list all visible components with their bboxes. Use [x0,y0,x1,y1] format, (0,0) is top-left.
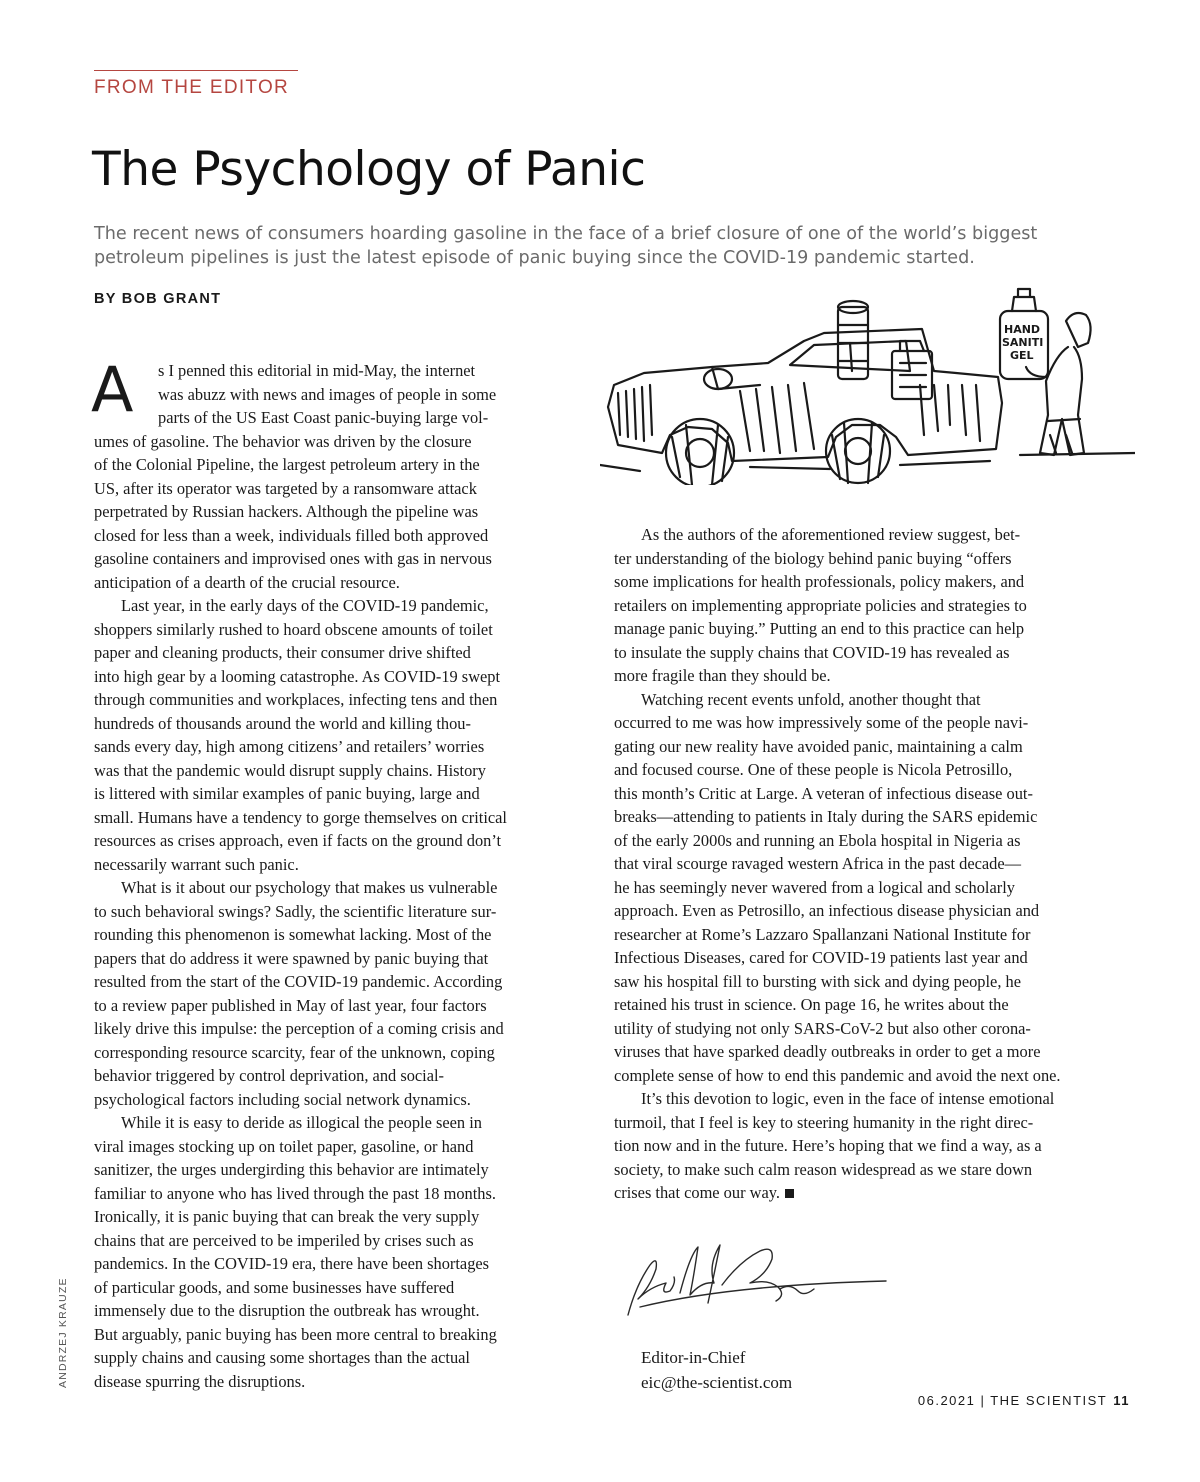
body-line: researcher at Rome’s Lazzaro Spallanzani National Institute for [614,924,1031,944]
body-line: tion now and in the future. Here’s hoping that we find a way, as a [614,1136,1042,1155]
body-line: chains that are perceived to be imperiled by crises such as [94,1230,474,1250]
body-line: retailers on implementing appropriate policies and strategies to [614,595,1027,615]
body-line: of the Colonial Pipeline, the largest petroleum artery in the [94,455,480,474]
drop-cap: A [91,353,134,426]
body-line: some implications for health professionals, policy makers, and [614,572,1025,591]
body-line: sands every day, high among citizens’ and retailers’ worries [94,737,485,756]
page-number: 11 [1113,1393,1130,1408]
body-line: breaks—attending to patients in Italy during the SARS epidemic [614,807,1038,826]
body-line: behavior triggered by control deprivation, and social- [94,1066,445,1085]
body-line: What is it about our psychology that makes us vulnerable [121,878,498,897]
body-line: likely drive this impulse: the perception of a coming crisis and [94,1019,504,1038]
body-line: hundreds of thousands around the world and killing thou- [94,713,471,733]
body-line: supply chains and causing some shortages than the actual [94,1348,470,1367]
body-line: Ironically, it is panic buying that can break the very supply [94,1207,480,1226]
page-footer [918,1393,1130,1408]
body-line: Last year, in the early days of the COVID-19 pandemic, [121,596,489,615]
editor-signature [610,1225,900,1335]
body-line: immensely due to the disruption the outbreak has wrought. [94,1301,480,1320]
body-line: retained his trust in science. On page 16, he writes about the [614,995,1009,1014]
body-line: Infectious Diseases, cared for COVID-19 patients last year and [614,948,1028,967]
body-line: resources as crises approach, even if facts on the ground don’t [94,831,502,850]
body-line: turmoil, that I feel is key to steering humanity in the right direc- [614,1112,1034,1132]
body-line: ter understanding of the biology behind panic buying “offers [614,548,1012,568]
body-line: into high gear by a looming catastrophe. As COVID-19 swept [94,666,501,686]
body-line: anticipation of a dearth of the crucial resource. [94,572,400,592]
body-line: is littered with similar examples of panic buying, large and [94,784,480,803]
section-label: FROM THE EDITOR [94,77,290,98]
article-title: The Psychology of Panic [92,142,646,197]
body-line: Watching recent events unfold, another thought that [641,689,981,709]
bottle-label-line: SANITI [1002,336,1044,349]
body-line: But arguably, panic buying has been more central to breaking [94,1324,497,1344]
body-line: familiar to anyone who has lived through the past 18 months. [94,1183,496,1203]
body-line: gating our new reality have avoided panic, maintaining a calm [614,736,1023,756]
body-line: approach. Even as Petrosillo, an infectious disease physician and [614,901,1040,920]
body-line: US, after its operator was targeted by a ransomware attack [94,478,477,498]
left-column [91,353,589,1393]
body-line: viruses that have sparked deadly outbreaks in order to get a more [614,1042,1041,1061]
signature-email: eic@the-scientist.com [641,1372,793,1392]
body-line: to a review paper published in May of last year, four factors [94,995,487,1015]
body-line: As the authors of the aforementioned review suggest, bet- [641,525,1021,544]
body-line: this month’s Critic at Large. A veteran of infectious disease out- [614,783,1033,803]
body-line: he has seemingly never wavered from a logical and scholarly [614,877,1015,897]
end-mark-icon [785,1189,794,1198]
body-line: occurred to me was how impressively some of the people navi- [614,713,1029,732]
body-line: perpetrated by Russian hackers. Although the pipeline was [94,502,479,521]
signature-block [641,1346,792,1395]
section-rule [94,70,298,71]
body-line: to such behavioral swings? Sadly, the scientific literature sur- [94,901,497,921]
footer-issue: 06.2021 | THE SCIENTIST [917,1393,1108,1408]
body-line: to insulate the supply chains that COVID-19 has revealed as [614,642,1010,662]
body-line: pandemics. In the COVID-19 era, there have been shortages [94,1254,490,1273]
right-column [614,523,1109,1205]
body-line: disease spurring the disruptions. [94,1371,306,1391]
body-line: and focused course. One of these people is Nicola Petrosillo, [614,760,1013,779]
body-line: saw his hospital fill to bursting with sick and dying people, he [614,971,1021,991]
body-line: utility of studying not only SARS-CoV-2 but also other corona- [614,1018,1031,1038]
byline: BY BOB GRANT [94,291,222,307]
body-line: was abuzz with news and images of people in some [158,384,497,404]
bottle-label-line: HAND [1004,323,1041,336]
body-line: closed for less than a week, individuals filled both approved [94,525,489,545]
body-line: complete sense of how to end this pandemic and avoid the next one. [614,1065,1061,1085]
body-line: of particular goods, and some businesses have suffered [94,1277,455,1297]
man [1066,313,1091,347]
body-line: sanitizer, the urges undergirding this behavior are intimately [94,1160,489,1179]
body-line: society, to make such calm reason widespread as we stare down [614,1159,1033,1179]
deck-line: The recent news of consumers hoarding gasoline in the face of a brief closure of one of the world’s biggest [94,224,1038,244]
body-line: It’s this devotion to logic, even in the face of intense emotional [641,1089,1055,1108]
body-line: shoppers similarly rushed to hoard obscene amounts of toilet [94,619,493,639]
article-deck [94,222,1134,270]
body-line: of the early 2000s and running an Ebola hospital in Nigeria as [614,830,1021,850]
body-line: resulted from the start of the COVID-19 pandemic. According [94,972,503,991]
deck-line: petroleum pipelines is just the latest episode of panic buying since the COVID-19 pandemic started. [94,248,975,268]
body-line: rounding this phenomenon is somewhat lacking. Most of the [94,925,492,944]
illustration-truck-sanitizer [600,285,1135,485]
body-line: necessarily warrant such panic. [94,854,299,874]
illustration-credit: ANDRZEJ KRAUZE [57,1277,69,1388]
body-line: psychological factors including social network dynamics. [94,1089,471,1109]
body-line: was that the pandemic would disrupt supply chains. History [94,760,486,780]
body-line: small. Humans have a tendency to gorge themselves on critical [94,807,507,827]
body-line: corresponding resource scarcity, fear of the unknown, coping [94,1042,495,1062]
bottle-label-line: GEL [1010,349,1034,362]
body-line: parts of the US East Coast panic-buying large vol- [158,408,489,427]
body-line-text: crises that come our way. [614,1183,780,1202]
body-line: While it is easy to deride as illogical the people seen in [121,1113,482,1132]
body-line: viral images stocking up on toilet paper, gasoline, or hand [94,1136,474,1156]
body-line: more fragile than they should be. [614,666,831,685]
body-line: that viral scourge ravaged western Africa in the past decade— [614,854,1022,873]
body-line: paper and cleaning products, their consumer drive shifted [94,643,471,662]
body-line: s I penned this editorial in mid-May, the internet [158,361,476,380]
body-line: papers that do address it were spawned by panic buying that [94,948,489,968]
body-line: manage panic buying.” Putting an end to this practice can help [614,619,1025,638]
body-line: through communities and workplaces, infecting tens and then [94,690,498,709]
body-line-last [614,1181,1109,1205]
body-line: umes of gasoline. The behavior was driven by the closure [94,431,472,451]
body-line: gasoline containers and improvised ones with gas in nervous [94,549,492,568]
signature-title: Editor-in-Chief [641,1348,746,1367]
